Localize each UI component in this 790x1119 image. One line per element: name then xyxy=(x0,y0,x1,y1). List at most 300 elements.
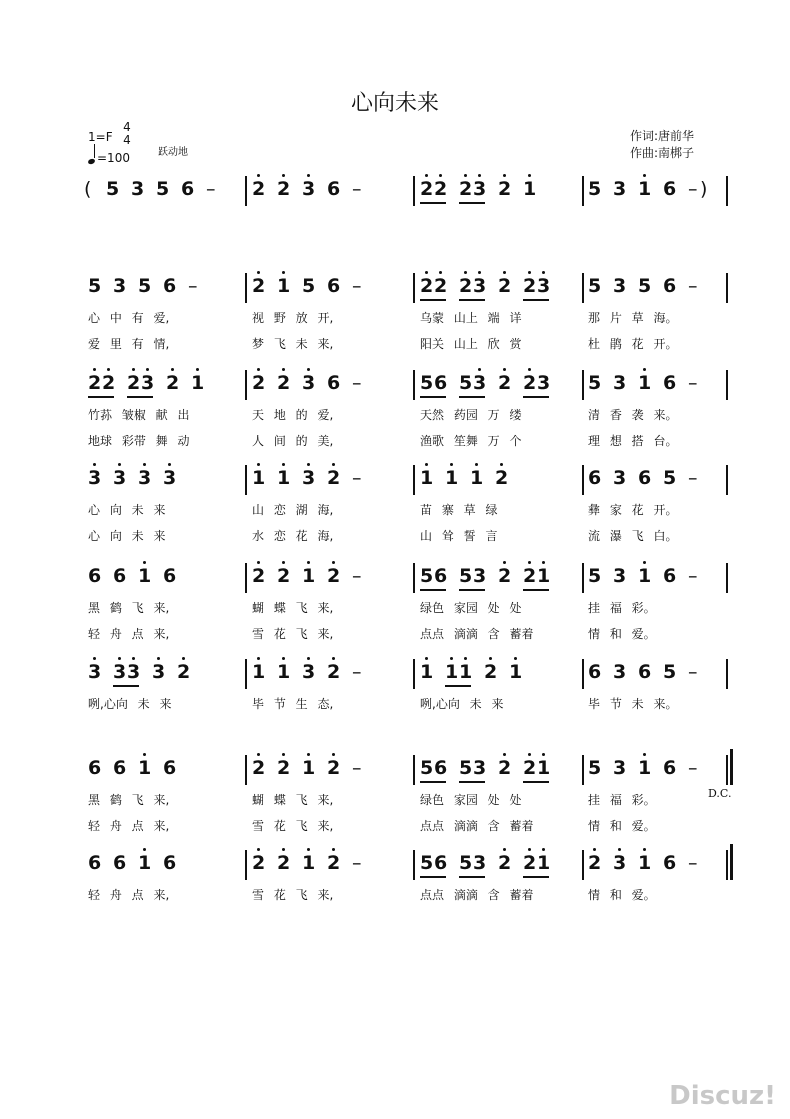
note: 1 xyxy=(445,467,459,489)
note: 6 xyxy=(434,372,448,394)
high-octave-dot xyxy=(168,463,171,466)
dash: – xyxy=(688,467,698,489)
high-octave-dot xyxy=(118,657,121,660)
lyric-segment: 黑 鹤 飞 来, xyxy=(88,601,170,615)
high-octave-dot xyxy=(478,271,481,274)
bar-line xyxy=(582,465,584,495)
note: 2 xyxy=(252,275,266,297)
high-octave-dot xyxy=(332,561,335,564)
credits xyxy=(630,128,694,162)
note: 5 xyxy=(420,372,434,394)
high-octave-dot xyxy=(257,848,260,851)
note: 2 xyxy=(459,275,473,297)
bar-line xyxy=(726,273,728,303)
note: 5 xyxy=(588,372,602,394)
note: 6 xyxy=(113,565,127,587)
note: 2 xyxy=(327,467,341,489)
bar-line xyxy=(245,465,247,495)
song-title: 心向未来 xyxy=(350,91,439,116)
high-octave-dot xyxy=(307,463,310,466)
note: 2 xyxy=(88,372,102,394)
note: 5 xyxy=(420,757,434,779)
note: 1 xyxy=(638,372,652,394)
note: 2 xyxy=(498,275,512,297)
high-octave-dot xyxy=(478,174,481,177)
note: 3 xyxy=(537,275,551,297)
note: 5 xyxy=(459,852,473,874)
high-octave-dot xyxy=(643,174,646,177)
eighth-underline xyxy=(127,396,153,398)
eighth-underline xyxy=(523,299,549,301)
high-octave-dot xyxy=(332,848,335,851)
high-octave-dot xyxy=(332,463,335,466)
lyric-segment: 理 想 搭 台。 xyxy=(588,434,678,448)
high-octave-dot xyxy=(503,848,506,851)
high-octave-dot xyxy=(489,657,492,660)
note: 3 xyxy=(473,275,487,297)
high-octave-dot xyxy=(643,561,646,564)
note: 1 xyxy=(638,178,652,200)
note: 5 xyxy=(302,275,316,297)
note: 3 xyxy=(613,372,627,394)
note: 2 xyxy=(327,661,341,683)
note: 3 xyxy=(613,275,627,297)
note: 2 xyxy=(252,372,266,394)
lyric-segment: 水 恋 花 海, xyxy=(252,529,334,543)
bar-line xyxy=(726,563,728,593)
note: 5 xyxy=(663,467,677,489)
note: 5 xyxy=(588,275,602,297)
high-octave-dot xyxy=(478,368,481,371)
high-octave-dot xyxy=(257,174,260,177)
note: 2 xyxy=(484,661,498,683)
high-octave-dot xyxy=(182,657,185,660)
note: 2 xyxy=(252,565,266,587)
note: 1 xyxy=(302,852,316,874)
high-octave-dot xyxy=(93,657,96,660)
high-octave-dot xyxy=(514,657,517,660)
note: 2 xyxy=(327,565,341,587)
high-octave-dot xyxy=(643,753,646,756)
note: 6 xyxy=(327,275,341,297)
note: 3 xyxy=(613,467,627,489)
lyricist: 作词:唐前华 xyxy=(630,129,695,143)
tempo-marking xyxy=(88,148,130,165)
note: 1 xyxy=(420,467,434,489)
bar-line xyxy=(582,755,584,785)
note: 2 xyxy=(277,852,291,874)
note: 2 xyxy=(420,275,434,297)
note: 1 xyxy=(277,661,291,683)
dash: – xyxy=(688,565,698,587)
time-bottom: 4 xyxy=(123,133,131,147)
dash: – xyxy=(688,661,698,683)
note: 6 xyxy=(88,852,102,874)
note: 3 xyxy=(163,467,177,489)
lyric-segment: 毕 节 未 来。 xyxy=(588,697,678,711)
bar-line xyxy=(726,659,728,689)
eighth-underline xyxy=(420,876,446,878)
note: 2 xyxy=(277,757,291,779)
high-octave-dot xyxy=(643,848,646,851)
high-octave-dot xyxy=(307,848,310,851)
high-octave-dot xyxy=(618,848,621,851)
note: 3 xyxy=(613,661,627,683)
high-octave-dot xyxy=(143,463,146,466)
high-octave-dot xyxy=(282,561,285,564)
note: 3 xyxy=(613,178,627,200)
note: 6 xyxy=(434,852,448,874)
note: 6 xyxy=(638,467,652,489)
quarter-note-icon xyxy=(87,158,95,165)
note: 3 xyxy=(302,372,316,394)
note: 3 xyxy=(473,852,487,874)
eighth-underline xyxy=(420,299,446,301)
note: 6 xyxy=(327,178,341,200)
note: 3 xyxy=(88,467,102,489)
dash: – xyxy=(688,757,698,779)
high-octave-dot xyxy=(503,368,506,371)
high-octave-dot xyxy=(143,753,146,756)
note: 3 xyxy=(473,565,487,587)
bar-line xyxy=(245,755,247,785)
note: 3 xyxy=(613,852,627,874)
note: 2 xyxy=(588,852,602,874)
eighth-underline xyxy=(523,396,549,398)
note: 2 xyxy=(523,275,537,297)
note: 2 xyxy=(166,372,180,394)
note: 1 xyxy=(537,852,551,874)
high-octave-dot xyxy=(143,561,146,564)
high-octave-dot xyxy=(464,271,467,274)
note: 2 xyxy=(498,372,512,394)
open-paren: ( xyxy=(84,178,92,200)
note: 3 xyxy=(88,661,102,683)
expression-marking: 跃动地 xyxy=(158,147,188,158)
note: 1 xyxy=(445,661,459,683)
lyric-segment: 蝴 蝶 飞 来, xyxy=(252,601,334,615)
high-octave-dot xyxy=(257,368,260,371)
note: 2 xyxy=(252,178,266,200)
note: 2 xyxy=(277,565,291,587)
note: 2 xyxy=(277,372,291,394)
high-octave-dot xyxy=(307,753,310,756)
close-paren: ) xyxy=(700,178,708,200)
note: 2 xyxy=(498,757,512,779)
eighth-underline xyxy=(523,781,549,783)
high-octave-dot xyxy=(307,368,310,371)
bar-line xyxy=(413,755,415,785)
note: 6 xyxy=(663,852,677,874)
note: 1 xyxy=(138,757,152,779)
note: 1 xyxy=(523,178,537,200)
bar-line xyxy=(245,273,247,303)
high-octave-dot xyxy=(118,463,121,466)
note: 2 xyxy=(434,178,448,200)
eighth-underline xyxy=(459,396,485,398)
high-octave-dot xyxy=(528,561,531,564)
lyric-segment: 挂 福 彩。 xyxy=(588,793,656,807)
composer: 作曲:南梆子 xyxy=(630,146,695,160)
eighth-underline xyxy=(459,781,485,783)
note: 3 xyxy=(302,467,316,489)
high-octave-dot xyxy=(439,174,442,177)
lyric-segment: 情 和 爱。 xyxy=(588,888,656,902)
bar-line xyxy=(413,465,415,495)
note: 2 xyxy=(327,852,341,874)
eighth-underline xyxy=(459,589,485,591)
note: 6 xyxy=(638,661,652,683)
note: 2 xyxy=(495,467,509,489)
dash: – xyxy=(688,275,698,297)
high-octave-dot xyxy=(332,657,335,660)
note: 2 xyxy=(498,852,512,874)
note: 1 xyxy=(302,565,316,587)
lyric-segment: 人 间 的 美, xyxy=(252,434,334,448)
high-octave-dot xyxy=(146,368,149,371)
note: 3 xyxy=(127,661,141,683)
eighth-underline xyxy=(459,299,485,301)
high-octave-dot xyxy=(464,174,467,177)
note: 2 xyxy=(459,178,473,200)
note: 3 xyxy=(473,178,487,200)
note: 1 xyxy=(191,372,205,394)
lyric-segment: 心 向 未 来 xyxy=(88,529,166,543)
note: 2 xyxy=(127,372,141,394)
high-octave-dot xyxy=(503,753,506,756)
note: 3 xyxy=(537,372,551,394)
dc-marking: D.C. xyxy=(708,787,732,800)
dash: – xyxy=(688,372,698,394)
high-octave-dot xyxy=(503,271,506,274)
bar-line xyxy=(245,176,247,206)
lyric-segment: 杜 鹃 花 开。 xyxy=(588,337,678,351)
note: 1 xyxy=(138,852,152,874)
lyric-segment: 点点 滴滴 含 蓄着 xyxy=(420,819,534,833)
note: 6 xyxy=(663,565,677,587)
note: 5 xyxy=(588,565,602,587)
note: 1 xyxy=(277,275,291,297)
lyric-segment: 毕 节 生 态, xyxy=(252,697,334,711)
bar-line xyxy=(245,563,247,593)
dash: – xyxy=(352,275,362,297)
eighth-underline xyxy=(420,396,446,398)
high-octave-dot xyxy=(464,657,467,660)
note: 6 xyxy=(88,565,102,587)
tempo-value: =100 xyxy=(97,151,130,165)
note: 2 xyxy=(523,757,537,779)
note: 6 xyxy=(663,372,677,394)
high-octave-dot xyxy=(132,657,135,660)
high-octave-dot xyxy=(593,848,596,851)
dash: – xyxy=(352,467,362,489)
eighth-underline xyxy=(113,685,139,687)
note: 3 xyxy=(302,178,316,200)
bar-line xyxy=(413,850,415,880)
bar-line xyxy=(726,176,728,206)
note: 6 xyxy=(181,178,195,200)
note: 2 xyxy=(420,178,434,200)
lyric-segment: 竹荪 皱椒 献 出 xyxy=(88,408,190,422)
high-octave-dot xyxy=(282,753,285,756)
note: 3 xyxy=(131,178,145,200)
note: 2 xyxy=(523,565,537,587)
high-octave-dot xyxy=(475,463,478,466)
bar-line xyxy=(582,176,584,206)
lyric-segment: 轻 舟 点 来, xyxy=(88,627,170,641)
lyric-segment: 轻 舟 点 来, xyxy=(88,888,170,902)
note: 5 xyxy=(638,275,652,297)
note: 1 xyxy=(252,661,266,683)
note: 5 xyxy=(420,565,434,587)
lyric-segment: 点点 滴滴 含 蓄着 xyxy=(420,627,534,641)
lyric-segment: 心 向 未 来 xyxy=(88,503,166,517)
high-octave-dot xyxy=(542,561,545,564)
high-octave-dot xyxy=(257,561,260,564)
high-octave-dot xyxy=(542,848,545,851)
eighth-underline xyxy=(445,685,471,687)
high-octave-dot xyxy=(425,657,428,660)
note: 6 xyxy=(663,275,677,297)
note: 3 xyxy=(302,661,316,683)
note: 3 xyxy=(152,661,166,683)
high-octave-dot xyxy=(439,271,442,274)
note: 1 xyxy=(537,757,551,779)
dash: – xyxy=(688,178,698,200)
bar-line xyxy=(582,273,584,303)
high-octave-dot xyxy=(282,271,285,274)
note: 3 xyxy=(473,372,487,394)
bar-line xyxy=(582,563,584,593)
bar-line xyxy=(413,563,415,593)
note: 2 xyxy=(177,661,191,683)
note: 6 xyxy=(113,852,127,874)
note: 2 xyxy=(434,275,448,297)
note: 5 xyxy=(138,275,152,297)
bar-line xyxy=(582,659,584,689)
bar-line xyxy=(413,273,415,303)
lyric-segment: 那 片 草 海。 xyxy=(588,311,678,325)
note: 5 xyxy=(588,178,602,200)
bar-line xyxy=(413,659,415,689)
lyric-segment: 绿色 家园 处 处 xyxy=(420,601,522,615)
note: 2 xyxy=(327,757,341,779)
note: 3 xyxy=(113,467,127,489)
note: 1 xyxy=(277,467,291,489)
lyric-segment: 情 和 爱。 xyxy=(588,819,656,833)
high-octave-dot xyxy=(542,753,545,756)
lyric-segment: 蝴 蝶 飞 来, xyxy=(252,793,334,807)
bar-line xyxy=(726,370,728,400)
note: 6 xyxy=(163,757,177,779)
high-octave-dot xyxy=(282,848,285,851)
lyric-segment: 点点 滴滴 含 蓄着 xyxy=(420,888,534,902)
note: 2 xyxy=(523,852,537,874)
high-octave-dot xyxy=(93,463,96,466)
high-octave-dot xyxy=(282,657,285,660)
dash: – xyxy=(352,372,362,394)
note: 2 xyxy=(252,852,266,874)
bar-line xyxy=(726,465,728,495)
bar-line xyxy=(726,755,728,785)
note: 6 xyxy=(434,757,448,779)
lyric-segment: 彝 家 花 开。 xyxy=(588,503,678,517)
eighth-underline xyxy=(523,589,549,591)
high-octave-dot xyxy=(425,463,428,466)
dash: – xyxy=(352,757,362,779)
lyric-segment: 山 耸 誓 言 xyxy=(420,529,498,543)
lyric-segment: 情 和 爱。 xyxy=(588,627,656,641)
note: 6 xyxy=(163,852,177,874)
final-bar-line xyxy=(730,844,733,880)
high-octave-dot xyxy=(307,657,310,660)
eighth-underline xyxy=(420,589,446,591)
high-octave-dot xyxy=(282,174,285,177)
high-octave-dot xyxy=(528,753,531,756)
note: 1 xyxy=(420,661,434,683)
high-octave-dot xyxy=(528,174,531,177)
note: 1 xyxy=(302,757,316,779)
high-octave-dot xyxy=(307,174,310,177)
lyric-segment: 咧,心向 未 来 xyxy=(88,697,172,711)
high-octave-dot xyxy=(643,368,646,371)
high-octave-dot xyxy=(528,848,531,851)
bar-line xyxy=(413,176,415,206)
lyric-segment: 渔歌 笙舞 万 个 xyxy=(420,434,522,448)
note: 6 xyxy=(327,372,341,394)
final-bar-line xyxy=(730,749,733,785)
note: 6 xyxy=(434,565,448,587)
note: 1 xyxy=(638,565,652,587)
high-octave-dot xyxy=(143,848,146,851)
high-octave-dot xyxy=(282,463,285,466)
lyric-segment: 绿色 家园 处 处 xyxy=(420,793,522,807)
dash: – xyxy=(352,565,362,587)
note: 6 xyxy=(163,565,177,587)
note: 6 xyxy=(663,757,677,779)
high-octave-dot xyxy=(503,174,506,177)
high-octave-dot xyxy=(528,271,531,274)
bar-line xyxy=(245,370,247,400)
lyric-segment: 清 香 袭 来。 xyxy=(588,408,678,422)
note: 1 xyxy=(252,467,266,489)
note: 3 xyxy=(113,275,127,297)
note: 1 xyxy=(138,565,152,587)
high-octave-dot xyxy=(257,753,260,756)
high-octave-dot xyxy=(542,271,545,274)
note: 3 xyxy=(613,565,627,587)
high-octave-dot xyxy=(157,657,160,660)
lyric-segment: 轻 舟 点 来, xyxy=(88,819,170,833)
lyric-segment: 梦 飞 未 来, xyxy=(252,337,334,351)
dash: – xyxy=(352,661,362,683)
lyric-segment: 黑 鹤 飞 来, xyxy=(88,793,170,807)
eighth-underline xyxy=(523,876,549,878)
high-octave-dot xyxy=(257,271,260,274)
dash: – xyxy=(352,178,362,200)
lyric-segment: 阳关 山上 欣 赏 xyxy=(420,337,522,351)
note: 2 xyxy=(498,565,512,587)
lyric-segment: 山 恋 湖 海, xyxy=(252,503,334,517)
time-signature xyxy=(122,121,132,147)
note: 6 xyxy=(588,661,602,683)
note: 3 xyxy=(113,661,127,683)
lyric-segment: 流 瀑 飞 白。 xyxy=(588,529,678,543)
note: 2 xyxy=(498,178,512,200)
note: 5 xyxy=(459,372,473,394)
note: 2 xyxy=(523,372,537,394)
time-top: 4 xyxy=(123,120,131,134)
